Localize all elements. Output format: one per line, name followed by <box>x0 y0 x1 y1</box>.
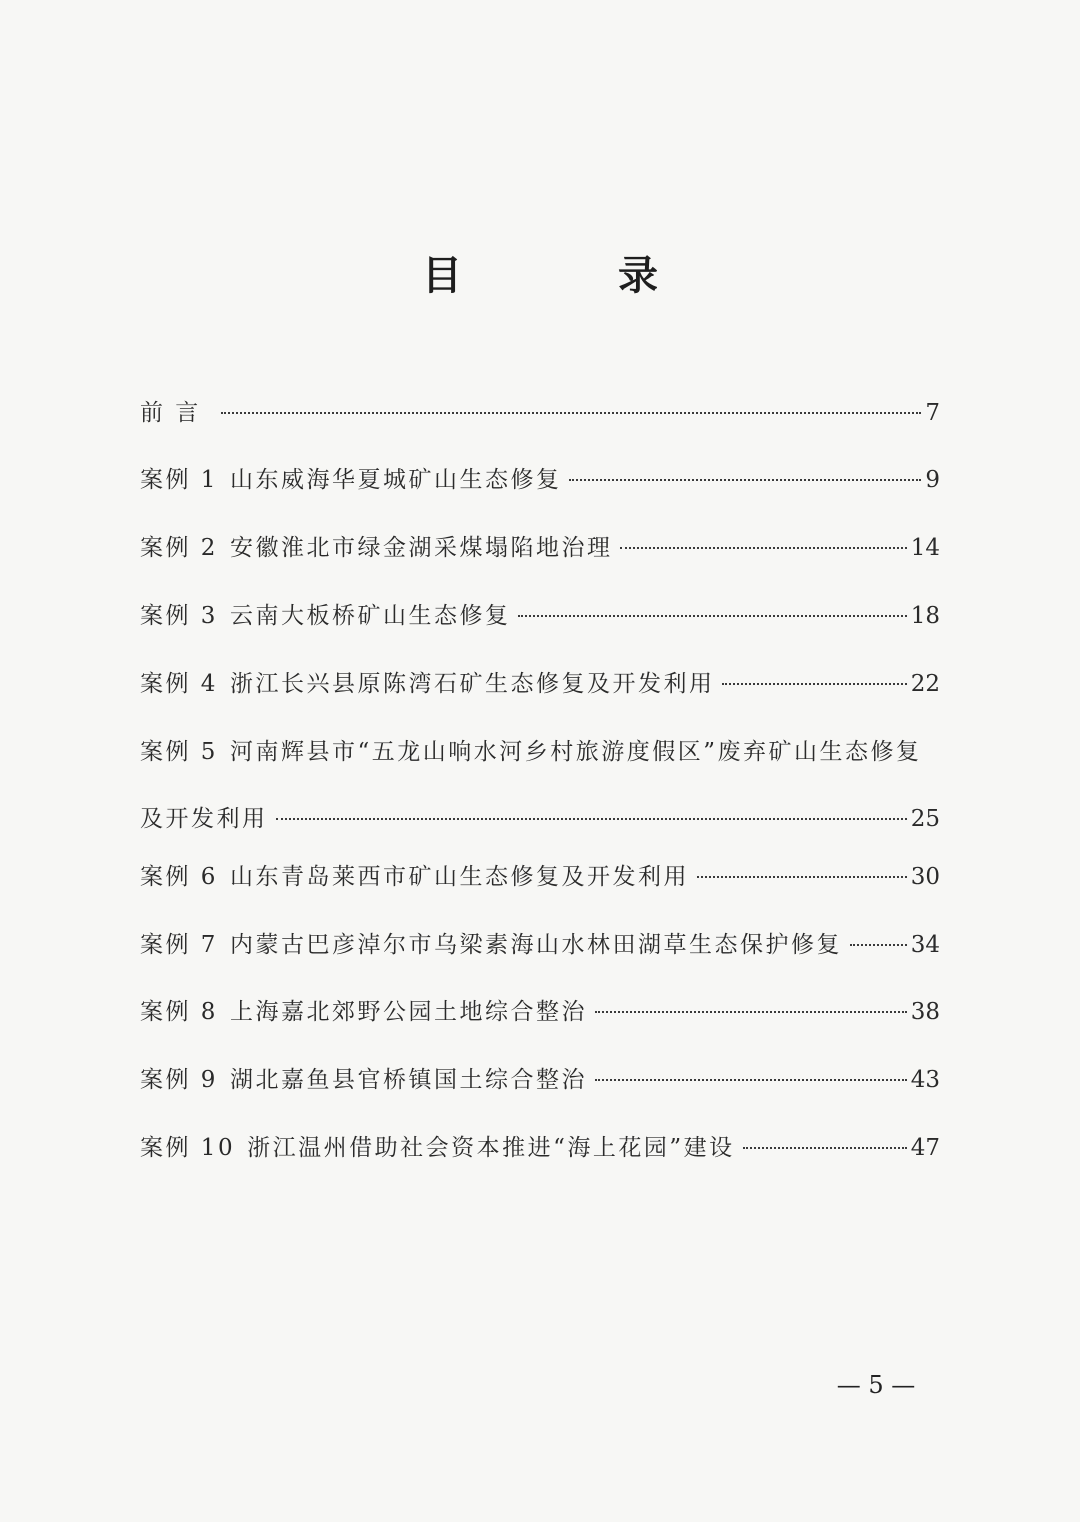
toc-entry-page: 14 <box>910 535 940 561</box>
toc-leader-dots <box>697 876 907 878</box>
toc-entry-page: 9 <box>925 467 940 493</box>
page-title: 目 录 <box>422 252 716 299</box>
toc-entry-title: 安徽淮北市绿金湖采煤塌陷地治理 <box>229 535 613 561</box>
toc-entry-label: 案例 5 <box>140 739 218 765</box>
toc-entry-label: 案例 1 <box>140 467 218 493</box>
toc-entry-page: 38 <box>910 999 940 1025</box>
toc-entry-title: 山东青岛莱西市矿山生态修复及开发利用 <box>229 864 689 890</box>
toc-entry-page: 22 <box>910 671 940 697</box>
toc-entry-title: 上海嘉北郊野公园土地综合整治 <box>229 999 587 1025</box>
toc-entry-case-8[interactable] <box>140 996 940 1028</box>
toc-entry-case-6[interactable] <box>140 861 940 893</box>
toc-leader-dots <box>850 944 907 946</box>
toc-entry-page: 7 <box>925 400 940 426</box>
toc-entry-label: 案例 6 <box>140 864 218 890</box>
toc-entry-case-10[interactable] <box>140 1132 940 1164</box>
toc-entry-case-9[interactable] <box>140 1064 940 1096</box>
toc-entry-title: 浙江温州借助社会资本推进“海上花园”建设 <box>247 1135 735 1161</box>
toc-entry-title: 浙江长兴县原陈湾石矿生态修复及开发利用 <box>229 671 715 697</box>
toc-entry-label: 案例 2 <box>140 535 218 561</box>
toc-entry-label: 案例 8 <box>140 999 218 1025</box>
toc-entry-case-7[interactable] <box>140 929 940 961</box>
toc-leader-dots <box>595 1011 907 1013</box>
toc-leader-dots <box>276 818 907 820</box>
toc-entry-title-continued: 及开发利用 <box>140 806 268 832</box>
toc-entry-title: 内蒙古巴彦淖尔市乌梁素海山水林田湖草生态保护修复 <box>229 932 842 958</box>
toc-entry-case-1[interactable] <box>140 464 940 496</box>
toc-leader-dots <box>722 683 906 685</box>
toc-entry-case-2[interactable] <box>140 532 940 564</box>
toc-entry-page: 18 <box>910 603 940 629</box>
toc-leader-dots <box>743 1147 907 1149</box>
toc-entry-label: 案例 10 <box>140 1135 236 1161</box>
toc-entry-title: 湖北嘉鱼县官桥镇国土综合整治 <box>229 1067 587 1093</box>
toc-entry-page: 25 <box>910 806 940 832</box>
toc-leader-dots <box>221 412 922 414</box>
toc-entry-page: 43 <box>910 1067 940 1093</box>
toc-entry-case-4[interactable] <box>140 668 940 700</box>
toc-entry-label: 案例 9 <box>140 1067 218 1093</box>
toc-entry-title: 云南大板桥矿山生态修复 <box>229 603 511 629</box>
toc-entry-title: 河南辉县市“五龙山响水河乡村旅游度假区”废弃矿山生态修复 <box>229 739 922 765</box>
toc-entry-label: 案例 7 <box>140 932 218 958</box>
toc-entry-page: 47 <box>910 1135 940 1161</box>
toc-entry-label: 案例 4 <box>140 671 218 697</box>
toc-entry-label: 前 言 <box>140 400 201 426</box>
toc-entry-title: 山东威海华夏城矿山生态修复 <box>229 467 562 493</box>
page-number: — 5 — <box>836 1371 916 1399</box>
toc-leader-dots <box>595 1079 907 1081</box>
toc-leader-dots <box>569 479 921 481</box>
toc-entry-label: 案例 3 <box>140 603 218 629</box>
toc-entry-case-5[interactable] <box>140 736 940 835</box>
toc-entry-preface[interactable] <box>140 397 940 429</box>
toc-entry-page: 30 <box>910 864 940 890</box>
toc-entry-page: 34 <box>910 932 940 958</box>
toc-entry-case-3[interactable] <box>140 600 940 632</box>
toc-leader-dots <box>620 547 906 549</box>
toc-leader-dots <box>518 615 906 617</box>
